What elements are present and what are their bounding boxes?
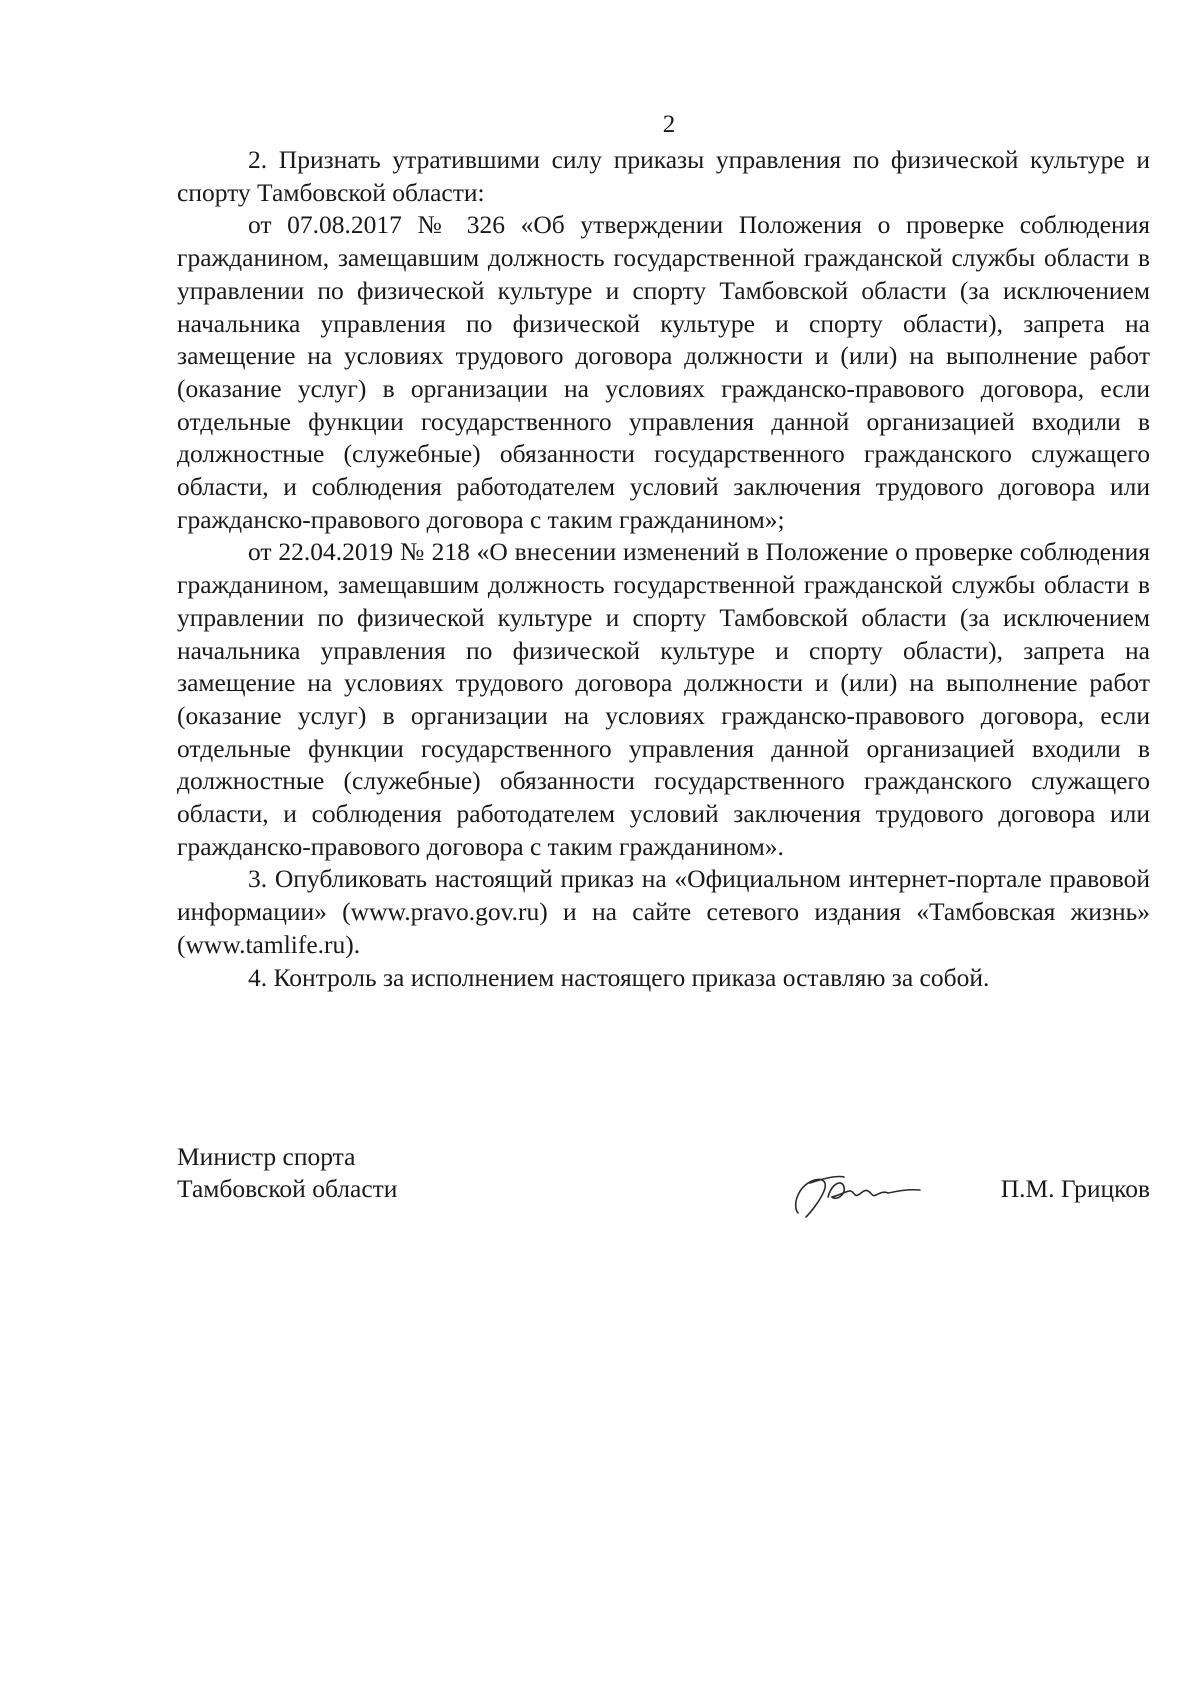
paragraph-item-2: 2. Признать утратившими силу приказы управления по физической культуре и спорту Тамбовской области: bbox=[177, 145, 1150, 207]
paragraph-item-3: 3. Опубликовать настоящий приказ на «Официальном интернет-портале правовой информации» (www.pravo.gov.ru) и на сайте сетевого издания «Тамбовская жизнь» (www.tamlife.ru). bbox=[177, 864, 1150, 959]
signer-name: П.М. Грицков bbox=[1000, 1174, 1150, 1203]
paragraph-item-4: 4. Контроль за исполнением настоящего приказа оставляю за собой. bbox=[248, 962, 990, 992]
paragraph-order-218: от 22.04.2019 № 218 «О внесении изменений в Положение о проверке соблюдения гражданином, замещавшим должность государственной гражданской службы области в управлении по физической культуре и спорту Тамбовской области (за исключением начальника управления по физической культуре и спорту области), запрета на замещение на условиях трудового договора должности и (или) на выполнение работ (оказание услуг) в организации на условиях гражданско-правового договора, если отдельные функции государственного управления данной организацией входили в должностные (служебные) обязанности государственного гражданского служащего области, и соблюдения работодателем условий заключения трудового договора или гражданско-правового договора с таким гражданином». bbox=[177, 537, 1150, 861]
handwritten-signature bbox=[788, 1161, 938, 1221]
signer-title-line-2: Тамбовской области bbox=[177, 1174, 398, 1203]
document-body bbox=[177, 144, 1150, 994]
paragraph-order-326: от 07.08.2017 № 326 «Об утверждении Положения о проверке соблюдения гражданином, замещавшим должность государственной гражданской службы области в управлении по физической культуре и спорту Тамбовской области (за исключением начальника управления по физической культуре и спорту области), запрета на замещение на условиях трудового договора должности и (или) на выполнение работ (оказание услуг) в организации на условиях гражданско-правового договора, если отдельные функции государственного управления данной организацией входили в должностные (служебные) обязанности государственного гражданского служащего области, и соблюдения работодателем условий заключения трудового договора или гражданско-правового договора с таким гражданином»; bbox=[177, 210, 1150, 534]
page-number: 2 bbox=[662, 111, 676, 138]
signer-title bbox=[177, 1141, 397, 1205]
signature-block bbox=[177, 1141, 1150, 1221]
signer-title-line-1: Министр спорта bbox=[177, 1142, 356, 1171]
